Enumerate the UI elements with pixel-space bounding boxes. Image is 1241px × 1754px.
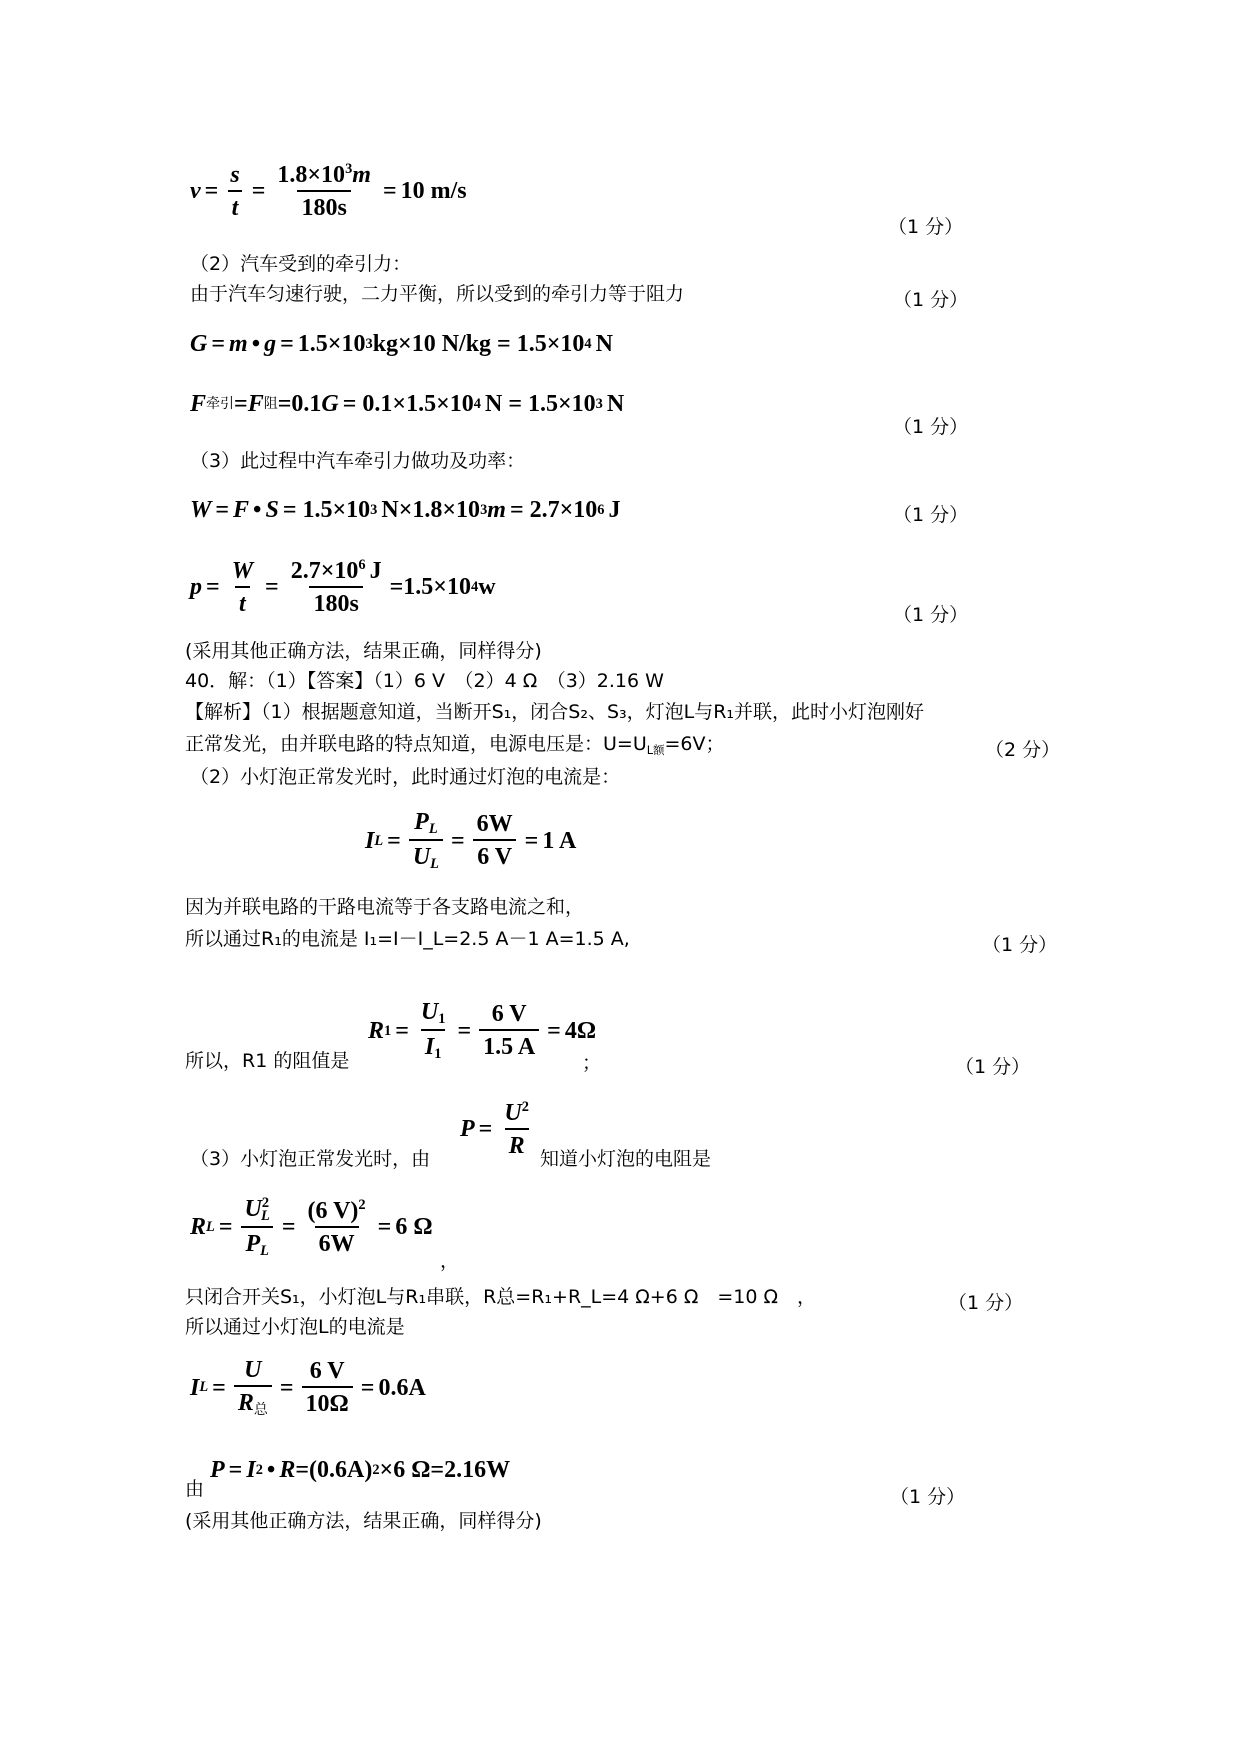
eq-exponent: 3: [345, 161, 353, 177]
eq-symbol: m: [229, 331, 248, 357]
eq-exponent: 3: [595, 395, 603, 412]
equation-velocity: v = $\frac{s}{t}$ = $\frac{1.8\times 10^3m}{180s}$ = 10 m/s: [190, 161, 467, 221]
q40-current-line: 所以通过小灯泡L的电流是: [185, 1316, 405, 1338]
score-label: （1 分）: [948, 1292, 1024, 1314]
eq-unit: N: [606, 391, 625, 417]
eq-term: N×1.8×10: [381, 497, 481, 523]
eq-subscript: L: [206, 1219, 215, 1236]
eq-symbol: R: [190, 1214, 207, 1241]
eq-exponent: 2: [255, 1461, 263, 1478]
equation-gravity: G = m • g = 1.5×10 3 kg×10 N/kg = 1.5×10 4 N: [190, 331, 613, 357]
q40-analysis-line1: 【解析】（1）根据题意知道，当断开S₁，闭合S₂、S₃，灯泡L与R₁并联，此时小灯泡刚好: [185, 701, 925, 723]
eq-exponent: 4: [584, 335, 592, 352]
eq-term: =0.1: [277, 391, 322, 417]
eq-denominator: P: [245, 1231, 261, 1258]
eq-denominator: 180s: [297, 190, 350, 220]
eq-subscript: 1: [434, 1046, 442, 1063]
score-label: （2 分）: [985, 739, 1061, 761]
eq-exponent: 6: [358, 557, 366, 573]
eq-term: 1.5×10: [297, 331, 366, 357]
eq-symbol: W: [190, 497, 212, 523]
q40-part3-b: 知道小灯泡的电阻是: [540, 1148, 712, 1170]
eq-term: =(0.6A): [295, 1457, 373, 1483]
punctuation: ，: [440, 1250, 460, 1272]
eq-numerator: U: [420, 999, 439, 1025]
eq-denominator: I: [424, 1034, 435, 1061]
eq-exponent: 6: [597, 501, 605, 518]
eq-denominator: 10Ω: [302, 1386, 353, 1416]
equation-force: F 牵引 = F 阻 =0.1 G = 0.1×1.5×10 4 N = 1.5×10 3 N: [190, 391, 625, 417]
part2-reason: 由于汽车匀速行驶，二力平衡，所以受到的牵引力等于阻力: [190, 283, 685, 305]
equation-lamp-resistance: R L = $\frac{U^2_L}{P_L}$ = $\frac{(6 V)^2}{6W}$ = 6 Ω: [190, 1195, 433, 1260]
eq-subscript: 阻: [263, 396, 278, 412]
q40-line-b: 所以通过R₁的电流是 I₁=I－I_L=2.5 A－1 A=1.5 A,: [185, 928, 630, 950]
eq-result: 10 m/s: [400, 178, 467, 204]
eq-subscript: 牵引: [206, 396, 235, 412]
eq-symbol: F: [233, 497, 250, 523]
equation-r1: R 1 = $\frac{U_1}{I_1}$ = $\frac{6 V}{1.5 A}$ = 4Ω: [368, 999, 597, 1063]
eq-subscript: 总: [253, 1402, 268, 1418]
equation-final-power: P = I 2 • R =(0.6A) 2 ×6 Ω=2.16W: [210, 1457, 511, 1483]
eq-symbol: R: [368, 1017, 385, 1044]
eq-numerator: 6W: [476, 811, 513, 838]
eq-denominator: R: [237, 1390, 254, 1416]
score-label: （1 分）: [893, 604, 969, 626]
eq-unit: w: [478, 574, 496, 600]
eq-result: 1.5×10: [403, 574, 471, 600]
eq-numerator: 6 V: [309, 1358, 345, 1384]
eq-unit: J: [369, 558, 382, 584]
score-label: （1 分）: [893, 504, 969, 526]
eq-symbol: G: [190, 331, 208, 357]
equation-power-formula: P = $\frac{U^2}{R}$: [460, 1099, 529, 1159]
eq-symbol: v: [190, 178, 201, 204]
eq-result: 0.6A: [378, 1374, 426, 1401]
q40-part3-a: （3）小灯泡正常发光时，由: [190, 1148, 431, 1170]
eq-subscript: L: [260, 1243, 269, 1260]
eq-denominator: 1.5 A: [479, 1029, 539, 1059]
method-note: (采用其他正确方法，结果正确，同样得分): [185, 1510, 542, 1532]
eq-numerator: U: [244, 1196, 262, 1222]
equation-work: W = F • S = 1.5×10 3 N×1.8×10 3 m = 2.7×10 6 J: [190, 497, 621, 523]
q40-part2: （2）小灯泡正常发光时，此时通过灯泡的电流是：: [190, 766, 621, 788]
q40-analysis-line2: [185, 735, 725, 756]
score-label: （1 分）: [890, 1486, 966, 1508]
eq-unit: N: [595, 331, 613, 357]
eq-subscript: 1: [384, 1022, 392, 1039]
eq-result: 6 Ω: [395, 1214, 433, 1241]
eq-denominator: t: [235, 586, 250, 616]
eq-exponent: 3: [370, 501, 378, 518]
score-label: （1 分）: [888, 216, 964, 238]
eq-symbol: F: [190, 391, 207, 417]
eq-exponent: 2: [372, 1461, 380, 1478]
eq-subscript: L额: [646, 743, 665, 757]
q40-series: 只闭合开关S₁，小灯泡L与R₁串联，R总=R₁+R_L=4 Ω+6 Ω =10 Ω ，: [185, 1286, 817, 1308]
eq-denominator: 180s: [309, 586, 362, 616]
eq-numerator: (6 V): [307, 1198, 359, 1225]
eq-symbol: P: [210, 1457, 225, 1483]
eq-numerator: W: [231, 557, 254, 584]
part3-title: （3）此过程中汽车牵引力做功及功率：: [190, 450, 526, 472]
eq-term: N = 1.5×10: [484, 391, 596, 417]
method-note: (采用其他正确方法，结果正确，同样得分): [185, 640, 542, 662]
score-label: （1 分）: [893, 289, 969, 311]
eq-result: 4Ω: [564, 1017, 597, 1044]
eq-subscript: 1: [438, 1011, 446, 1027]
eq-subscript: L: [261, 1208, 270, 1224]
score-label: （1 分）: [955, 1056, 1031, 1078]
punctuation: ；: [582, 1052, 602, 1074]
q40-power-prefix: 由: [185, 1478, 205, 1500]
q40-analysis-text: 正常发光，由并联电路的特点知道，电源电压是：U=U: [185, 733, 647, 755]
eq-symbol: I: [365, 827, 375, 854]
eq-exponent: 3: [365, 335, 373, 352]
eq-subscript: L: [430, 856, 439, 873]
eq-symbol: F: [247, 391, 264, 417]
eq-term: = 2.7×10: [509, 497, 598, 523]
eq-unit: m: [352, 162, 371, 188]
eq-result: ×6 Ω=2.16W: [379, 1457, 511, 1483]
eq-term: kg×10 N/kg = 1.5×10: [372, 331, 585, 357]
eq-exponent: 2: [521, 1099, 529, 1115]
eq-symbol: G: [321, 391, 339, 417]
eq-denominator: U: [412, 844, 431, 871]
eq-numerator: U: [244, 1357, 262, 1383]
eq-unit: m: [487, 497, 506, 523]
equation-current-lamp: I L = $\frac{P_L}{U_L}$ = $\frac{6W}{6 V}$ = 1 A: [365, 809, 577, 873]
eq-symbol: I: [190, 1374, 200, 1401]
eq-term: = 1.5×10: [282, 497, 371, 523]
q40-heading: 40．解：（1）【答案】（1）6 V （2）4 Ω （3）2.16 W: [185, 670, 664, 692]
eq-denominator: 6W: [315, 1226, 359, 1256]
eq-numerator: P: [414, 809, 429, 835]
eq-numerator: U: [504, 1100, 522, 1126]
equation-power: p = $\frac{W}{t}$ = $\frac{2.7\times 10^6 J}{180s}$ = 1.5×10 4 w: [190, 557, 496, 617]
eq-unit: J: [608, 497, 621, 523]
eq-symbol: P: [460, 1116, 475, 1142]
eq-numerator: 2.7×10: [290, 558, 359, 584]
eq-exponent: 4: [470, 578, 479, 595]
eq-symbol: I: [246, 1457, 256, 1483]
eq-numerator: 6 V: [491, 1001, 527, 1028]
eq-symbol: R: [279, 1457, 296, 1483]
eq-subscript: L: [428, 821, 438, 837]
q40-analysis-text: =6V；: [664, 733, 725, 755]
eq-denominator: t: [228, 190, 243, 220]
eq-symbol: g: [264, 331, 277, 357]
eq-numerator: s: [230, 161, 240, 188]
eq-exponent: 3: [480, 501, 488, 518]
q40-r1-label: 所以，R1 的阻值是: [185, 1050, 350, 1072]
eq-result: 1 A: [542, 827, 577, 854]
eq-exponent: 4: [473, 395, 481, 412]
eq-exponent: 2: [358, 1197, 366, 1214]
eq-numerator: 1.8×10: [277, 162, 346, 188]
eq-subscript: L: [199, 1379, 209, 1396]
equation-series-current: I L = $\frac{U}{R_总}$ = $\frac{6 V}{10\Omega}$ = 0.6A: [190, 1357, 426, 1418]
score-label: （1 分）: [893, 416, 969, 438]
score-label: （1 分）: [982, 934, 1058, 956]
eq-subscript: L: [374, 832, 384, 849]
eq-term: = 0.1×1.5×10: [342, 391, 474, 417]
eq-denominator: R: [505, 1128, 529, 1158]
q40-line-a: 因为并联电路的干路电流等于各支路电流之和，: [185, 896, 585, 918]
eq-exponent: 2: [261, 1195, 270, 1211]
part2-title: （2）汽车受到的牵引力：: [190, 253, 412, 275]
eq-denominator: 6 V: [473, 839, 516, 869]
eq-symbol: p: [190, 574, 202, 600]
eq-symbol: S: [265, 497, 279, 523]
